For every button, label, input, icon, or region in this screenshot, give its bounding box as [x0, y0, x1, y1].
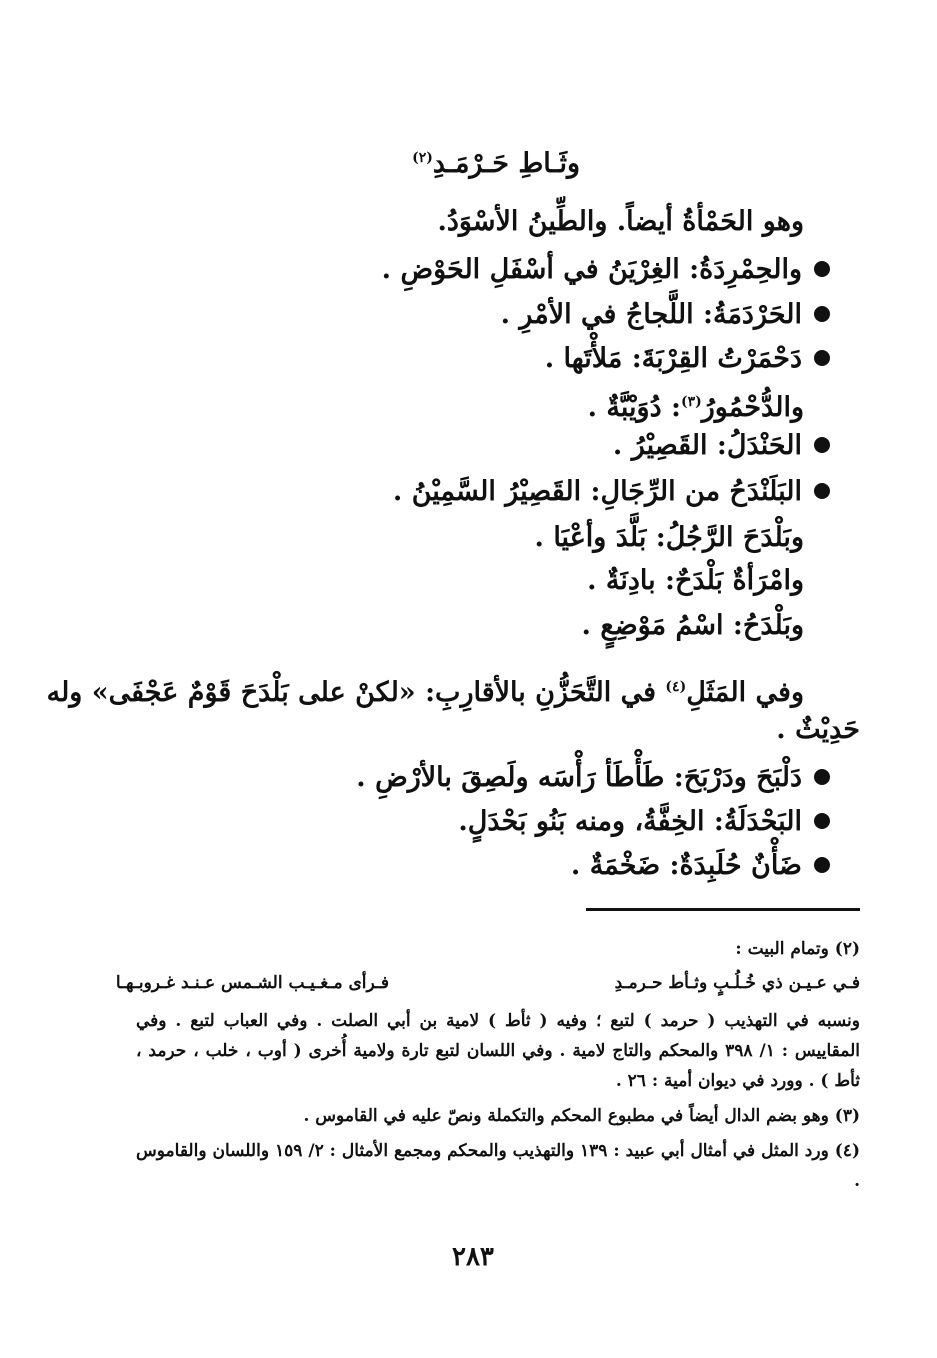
verse-text: فـرأى مـغـيـب الشـمس عـنـد غـروبـهـا: [115, 973, 389, 993]
entry-text: البَحْدَلَةُ: الخِفَّةُ، ومنه بَنُو بَحْدَلٍ.: [458, 806, 802, 837]
bullet-icon: [814, 437, 830, 453]
entry-line: [393, 472, 830, 512]
bullet-icon: [814, 857, 830, 873]
page-number-text: ٢٨٣: [452, 1242, 494, 1272]
entry-line: [437, 202, 804, 242]
footnote-2-intro: [735, 934, 860, 964]
entry-text: والحِمْرِدَةُ: الغِرْيَنُ في أسْفَلِ الحَوْضِ .: [381, 254, 802, 285]
entry-line: [458, 802, 830, 842]
footnote-3: [136, 1101, 860, 1131]
verse-heading: [412, 138, 580, 184]
bullet-icon: [814, 350, 830, 366]
footnote-text: (٣) وهو بضم الدال أيضاً في مطبوع المحكم والتكملة ونصّ عليه في القاموس .: [303, 1106, 860, 1126]
proverb-line-2: [776, 710, 860, 750]
entry-line: [588, 382, 804, 428]
proverb-text-1: وفي المَثَلِ: [686, 677, 804, 708]
verse-text: فـي عـيـن ذي خُـلُـبٍ وثـأط حـرمـدِ: [614, 973, 860, 993]
footnote-4: [136, 1136, 860, 1196]
entry-text: الحَرْدَمَةُ: اللَّجاجُ في الأمْرِ .: [500, 299, 802, 330]
footnote-ref: (٤): [665, 679, 687, 695]
verse-second-hemistich: [615, 968, 860, 998]
entry-text: البَلَنْدَحُ من الرِّجَالِ: القَصِيْرُ السَّمِيْنُ .: [392, 476, 802, 507]
proverb-line: [47, 667, 804, 713]
entry-text-cont: : دُوَيْبَّةٌ .: [587, 392, 681, 423]
footnote-ref: (٣): [680, 394, 702, 410]
entry-line: [587, 561, 804, 601]
entry-text: الحَنْدَلُ: القَصِيْرُ .: [612, 430, 802, 461]
bullet-icon: [814, 813, 830, 829]
heading-text: وثَـاطِ حَـرْمَـدِ: [432, 148, 580, 179]
entry-line: [582, 606, 804, 646]
entry-line: [613, 426, 830, 466]
footnote-2-body: [136, 1006, 860, 1096]
entry-line: [545, 339, 830, 379]
footnote-text: (٤) ورد المثل في أمثال أبي عبيد : ١٣٩ والتهذيب والمحكم ومجمع الأمثال : ٢/ ١٥٩ واللسان والقاموس .: [136, 1141, 860, 1191]
bullet-icon: [814, 306, 830, 322]
bullet-icon: [814, 483, 830, 499]
entry-text: والدُّحْمُورُ: [701, 392, 804, 423]
entry-line: [356, 758, 830, 798]
footnote-separator: [586, 908, 860, 911]
entry-text: دَلْبَحَ ودَرْبَحَ: طَأْطَأ رَأْسَه ولَصِقَ بالأرْضِ .: [356, 762, 802, 793]
entry-text: وامْرَأةٌ بَلْدَحٌ: بادِنَةٌ .: [587, 565, 804, 596]
footnote-text: ونسبه في التهذيب ( حرمد ) لتبع ؛ وفيه ( ثأط ) لامية بن أبي الصلت . وفي العباب لتبع . وفي المقاييس : ١/ ٣٩٨ والمحكم والتاج لامية . وفي اللسان لتبع تارة ولامية أُخرى ( أوب ، خلب ، حرمد ، ثأط ) . وورد في ديوان أمية : ٢٦ .: [136, 1011, 860, 1091]
entry-line: [571, 846, 830, 886]
verse-first-hemistich: [116, 968, 389, 998]
proverb-text-3: حَدِيْثٌ .: [776, 714, 860, 745]
entry-line: [382, 250, 830, 290]
entry-text: وبَلْدَحَ الرَّجُلُ: بَلَّدَ وأعْيَا .: [534, 522, 804, 553]
entry-text: وهو الحَمْأةُ أيضاً. والطِّينُ الأسْوَدُ.: [437, 206, 804, 237]
entry-text: وبَلْدَحُ: اسْمُ مَوْضِعٍ .: [581, 610, 804, 641]
entry-text: دَحْمَرْتُ القِرْبَةَ: مَلأْتَها .: [544, 343, 802, 374]
page-number: [452, 1242, 494, 1272]
entry-text: ضَأْنٌ حُلَبِدَةٌ: ضَخْمَةٌ .: [570, 850, 802, 881]
bullet-icon: [814, 769, 830, 785]
entry-line: [501, 295, 830, 335]
heading-footnote-ref: (٢): [412, 150, 433, 166]
proverb-text-2: في التَّحَزُّنِ بالأقارِبِ: «لكنْ على بَلْدَحَ قَوْمٌ عَجْفَى» وله: [46, 677, 666, 708]
bullet-icon: [814, 261, 830, 277]
footnote-text: (٢) وتمام البيت :: [735, 939, 860, 959]
entry-line: [535, 518, 804, 558]
